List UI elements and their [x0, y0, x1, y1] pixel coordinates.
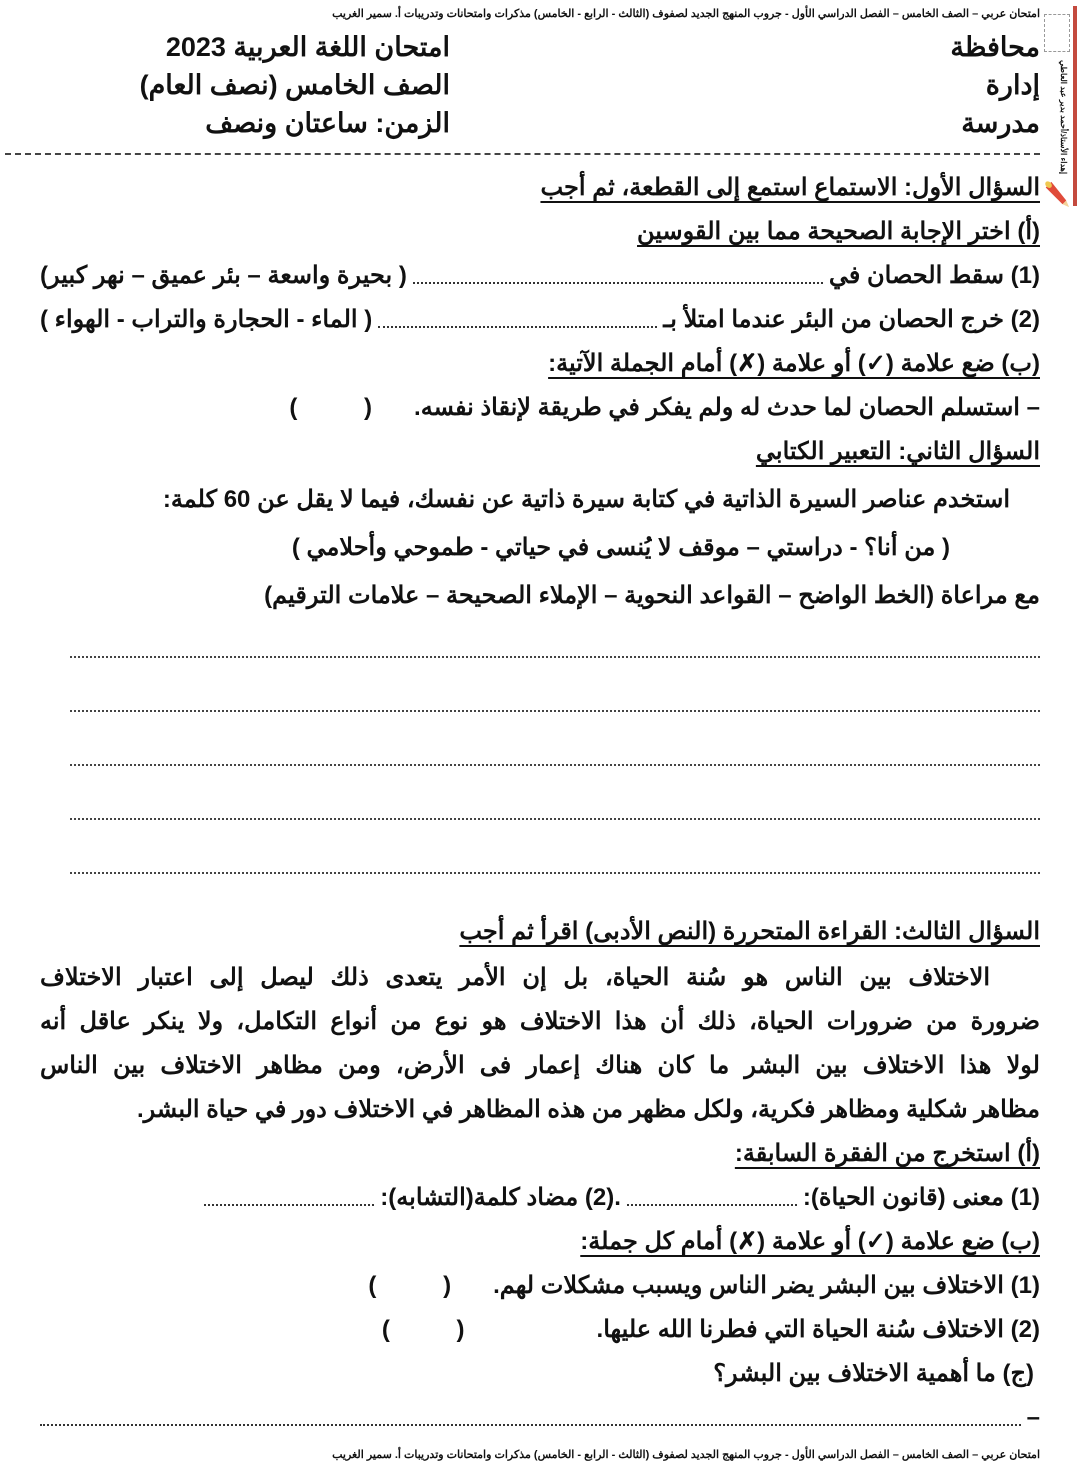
q1-part-a-row [40, 210, 1040, 254]
q3-part-a-item2: .(2) مضاد كلمة(التشابه): [380, 1184, 621, 1211]
q1-item2-answer-blank[interactable] [378, 312, 657, 328]
essay-answer-line[interactable] [70, 712, 1040, 766]
administration-label: إدارة [985, 70, 1040, 100]
q3-answer-box-2[interactable]: ( ) [381, 1316, 465, 1343]
q2-criteria-row [40, 574, 1040, 618]
exam-info [70, 28, 450, 142]
q3-title: السؤال الثالث: القراءة المتحررة (النص الأدبى) اقرأ ثم أجب [459, 918, 1040, 945]
q3-part-b-row [40, 1220, 1040, 1264]
q3-part-a-row [40, 1132, 1040, 1176]
q1-item2-choices: ( الماء - الحجارة والتراب - الهواء ) [40, 306, 373, 333]
side-border-line [1073, 6, 1077, 206]
essay-answer-line[interactable] [70, 766, 1040, 820]
q1-part-b-row [40, 342, 1040, 386]
q1-item1-text: (1) سقط الحصان في [828, 262, 1040, 289]
q1-part-b-title: (ب) ضع علامة (✓) أو علامة (✗) أمام الجملة الآتية: [548, 350, 1040, 377]
passage-line: ضرورة من ضرورات الحياة، ذلك أن هذا الاختلاف هو نوع من أنواع التكامل، ولا ينكر عاقل أنه [40, 1008, 1040, 1035]
q3-item1-answer-blank[interactable] [627, 1190, 797, 1206]
header-separator [5, 153, 1040, 155]
q3-part-a-title: (أ) استخرج من الفقرة السابقة: [734, 1140, 1040, 1167]
q1-item-1 [40, 254, 1040, 298]
passage-line: لولا هذا الاختلاف بين البشر ما كان هناك إعمار فى الأرض، ومن مظاهر الاختلاف بين الناس [40, 1052, 1040, 1079]
q1-statement-row [40, 386, 1040, 430]
school-label: مدرسة [961, 108, 1040, 138]
q1-item1-answer-blank[interactable] [413, 268, 823, 284]
q2-instruction-row [40, 478, 1040, 522]
q1-section [40, 166, 1040, 210]
side-logo-icon [1044, 14, 1070, 52]
q3-part-a-items [40, 1176, 1040, 1220]
q1-answer-box[interactable]: ( ) [289, 394, 373, 421]
exam-title: امتحان اللغة العربية 2023 [165, 32, 450, 62]
side-dedication: إهداء الأستاذ/أحمد بدير عبد العاطي [1059, 59, 1068, 175]
bottom-banner: امتحان عربي – الصف الخامس – الفصل الدراسي الأول - جروب المنهج الجديد لصفوف (الثالث - الرابع - الخامس) مذكرات وامتحانات وتدريبات أ. سمير الغريب [332, 1449, 1040, 1461]
q3-part-b-title: (ب) ضع علامة (✓) أو علامة (✗) أمام كل جملة: [580, 1228, 1040, 1255]
q1-part-a-title: (أ) اختر الإجابة الصحيحة مما بين القوسين [637, 218, 1040, 245]
q2-answer-area [70, 604, 1040, 874]
exam-grade: الصف الخامس (نصف العام) [139, 70, 450, 100]
q3-section [40, 910, 1040, 954]
exam-header [60, 28, 1040, 143]
essay-answer-line[interactable] [70, 658, 1040, 712]
governorate-label: محافظة [950, 32, 1040, 62]
q3-statement-2: (2) الاختلاف سُنة الحياة التي فطرنا الله عليها. [596, 1316, 1040, 1343]
q1-statement: – استسلم الحصان لما حدث له ولم يفكر في طريقة لإنقاذ نفسه. [414, 394, 1040, 421]
q1-item-2 [40, 298, 1040, 342]
q1-item1-choices: ( بحيرة واسعة – بئر عميق – نهر كبير) [40, 262, 407, 289]
q2-instruction: استخدم عناصر السيرة الذاتية في كتابة سيرة ذاتية عن نفسك، فيما لا يقل عن 60 كلمة: [162, 486, 1010, 513]
q2-section [40, 430, 1040, 474]
q3-part-c-answer-row [40, 1396, 1040, 1440]
pencil-icon [1042, 180, 1070, 208]
passage-line: الاختلاف بين الناس هو سُنة الحياة، بل إن الأمر يتعدى ذلك ليصل إلى اعتبار الاختلاف [40, 964, 990, 991]
q1-item2-text: (2) خرج الحصان من البئر عندما امتلأ بـ [663, 306, 1040, 333]
q1-title: السؤال الأول: الاستماع استمع إلى القطعة، ثم أجب [540, 174, 1040, 201]
q3-statement-row [40, 1308, 1040, 1352]
q3-statement-row [40, 1264, 1040, 1308]
essay-answer-line[interactable] [70, 820, 1040, 874]
q3-item2-answer-blank[interactable] [204, 1190, 374, 1206]
q3-part-a-item1: (1) معنى (قانون الحياة): [802, 1184, 1040, 1211]
q3-answer-box-1[interactable]: ( ) [368, 1272, 452, 1299]
q3-passage [40, 956, 1040, 1132]
school-info [950, 28, 1040, 142]
top-banner: امتحان عربي – الصف الخامس – الفصل الدراسي الأول - جروب المنهج الجديد لصفوف (الثالث - الرابع - الخامس) مذكرات وامتحانات وتدريبات أ. سمير الغريب [332, 8, 1040, 20]
q2-elements: ( من أنا؟ - دراستي – موقف لا يُنسى في حياتي - طموحي وأحلامي ) [291, 534, 950, 561]
q2-criteria: مع مراعاة (الخط الواضح – القواعد النحوية – الإملاء الصحيحة – علامات الترقيم) [264, 582, 1040, 609]
q3-statement-1: (1) الاختلاف بين البشر يضر الناس ويسبب مشكلات لهم. [493, 1272, 1040, 1299]
q3-part-c-answer-blank[interactable] [40, 1410, 1021, 1426]
q3-part-c-row [40, 1352, 1040, 1396]
exam-content [40, 166, 1040, 1440]
q3-part-c-title: (ج) ما أهمية الاختلاف بين البشر؟ [713, 1360, 1034, 1387]
q3-answer-dash: – [1026, 1404, 1040, 1431]
exam-time: الزمن: ساعتان ونصف [205, 108, 450, 138]
q2-elements-row [40, 526, 1040, 570]
q2-title: السؤال الثاني: التعبير الكتابي [755, 438, 1040, 465]
passage-line: مظاهر شكلية ومظاهر فكرية، ولكل مظهر من هذه المظاهر في الاختلاف دور في حياة البشر. [137, 1096, 1040, 1123]
